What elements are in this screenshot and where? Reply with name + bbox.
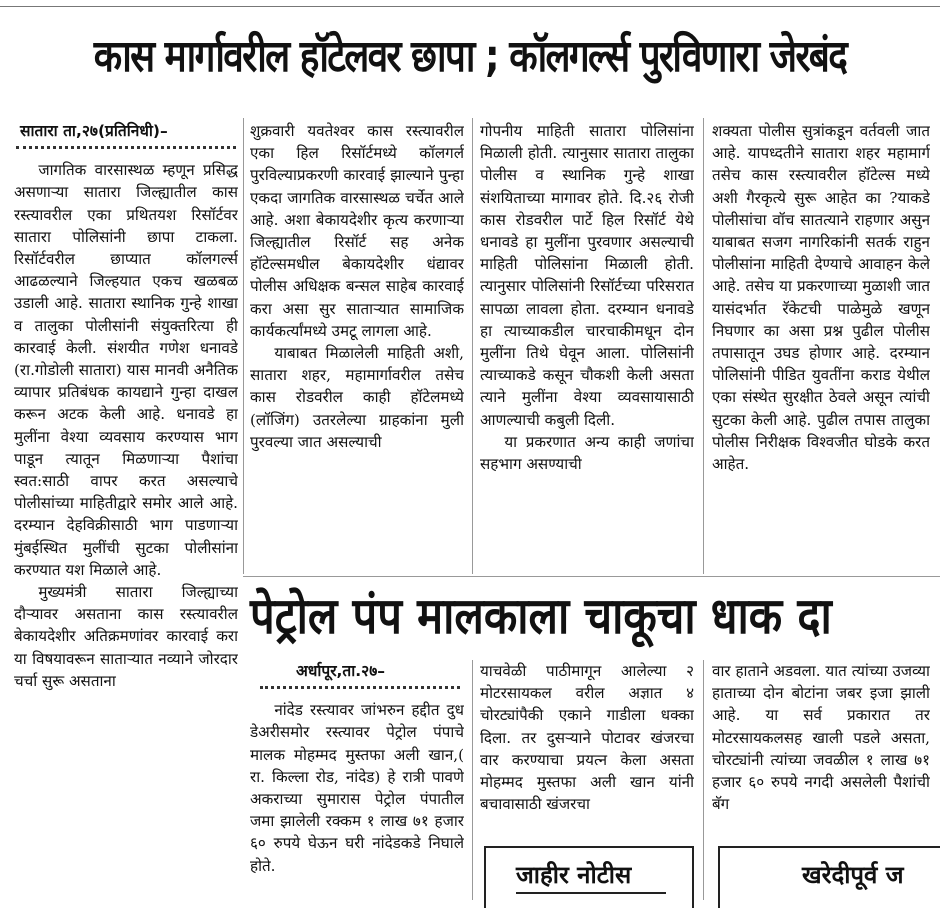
story2-byline: अर्धापूर,ता.२७– (296, 662, 386, 680)
story2-column-1 (250, 660, 464, 892)
dotted-divider (260, 686, 460, 689)
paragraph: जागतिक वारसास्थळ म्हणून प्रसिद्ध असणाऱ्या सातारा जिल्ह्यातील कास रस्त्यावरील एका प्रथितयश रिसॉर्टवर सातारा पोलिसांनी छापा टाकला. रिसॉर्टवरील छाप्यात कॉलगर्ल्स आढळल्याने जिल्हयात एकच खळबळ उडाली आहे. सातारा स्थानिक गुन्हे शाखा व तालुका पोलीसांनी संयुक्तरित्या ही कारवाई केली. संशयीत गणेश धनावडे (रा.गोडोली सातारा) यास मानवी अनैतिक व्यापार प्रतिबंधक कायद्याने गुन्हा दाखल करून अटक केली आहे. धनावडे हा मुलींना वेश्या व्यवसाय करण्यास भाग पाडून त्यातून मिळणाऱ्या पैशांचा स्वत:साठी वापर करत असल्याचे पोलीसांच्या माहितीद्वारे समोर आले आहे. दरम्यान देहविक्रीसाठी भाग पाडणाऱ्या मुंबईस्थित मुलींची सुटका पोलीसांना करण्यात यश मिळाले आहे. (14, 161, 238, 579)
column-divider (703, 118, 704, 574)
paragraph: मुख्यमंत्री सातारा जिल्ह्याच्या दौऱ्यावर असताना कास रस्त्यावरील बेकायदेशीर अतिक्रमणांवर कारवाई करा या विषयावरून साताऱ्यात नव्याने जोरदार चर्चा सुरू असताना (14, 583, 238, 690)
paragraph: गोपनीय माहिती सातारा पोलिसांना मिळाली होती. त्यानुसार सातारा तालुका पोलीस व स्थानिक गुन्हे शाखा संशयिताच्या मागावर होते. दि.२६ रोजी कास रोडवरील पार्टे हिल रिसॉर्ट येथे धनावडे हा मुलींना पुरवणार असल्याची माहिती पोलिसांना मिळाली होती. त्यानुसार पोलिसांनी रिसॉर्टच्या परिसरात सापळा लावला होता. दरम्यान धनावडे हा त्याच्याकडील चारचाकीमधून दोन मुलींना तिथे घेवून आला. पोलिसांनी त्याच्याकडे कसून चौकशी केली असता त्याने मुलींना वेश्या व्यवसायासाठी आणल्याची कबुली दिली. (480, 122, 694, 429)
second-headline: पेट्रोल पंप मालकाला चाकूचा धाक दा (250, 587, 832, 645)
notice-title: जाहीर नोटीस (516, 861, 632, 889)
notice-underline (516, 892, 666, 894)
paragraph: याबाबत मिळालेली माहिती अशी, सातारा शहर, महामार्गावरील तसेच कास रोडवरील काही हॉटेलमध्ये (लॉजिंग) उतरलेल्या ग्राहकांना मुली पुरवल्या जात असल्याची (250, 344, 464, 451)
section-divider (243, 576, 940, 577)
paragraph: शुक्रवारी यवतेश्वर कास रस्त्यावरील एका हिल रिसॉर्टमध्ये कॉलगर्ल पुरविल्याप्रकरणी कारवाई झाल्याने पुन्हा एकदा जागतिक वारसास्थळ चर्चेत आले आहे. अशा बेकायदेशीर कृत्य करणाऱ्या जिल्ह्यातील रिसॉर्ट सह अनेक हॉटेल्समधील बेकायदेशीर धंद्यावर पोलीस अधिक्षक बन्सल साहेब कारवाई करा असा सुर साताऱ्यात सामाजिक कार्यकर्त्यांमध्ये उमटू लागला आहे. (250, 122, 464, 340)
story1-column-3 (480, 120, 694, 570)
column-divider (472, 660, 473, 900)
story1-column-4 (712, 120, 930, 570)
column-divider (243, 118, 244, 574)
story1-column-1 (14, 120, 238, 890)
paragraph: याचवेळी पाठीमागून आलेल्या २ मोटरसायकल वरील अज्ञात ४ चोरट्यांपैकी एकाने गाडीला धक्का दिला. तर दुसऱ्याने पोटावर खंजरचा वार करण्याचा प्रयत्न केला असता मोहम्मद मुस्तफा अली खान यांनी बचावासाठी खंजरचा (480, 662, 694, 814)
story1-byline: सातारा ता,२७(प्रतिनिधी)– (20, 122, 168, 140)
main-headline: कास मार्गावरील हॉटेलवर छापा ; कॉलगर्ल्स पुरविणारा जेरबंद (93, 31, 847, 82)
paragraph: नांदेड रस्त्यावर जांभरुन हद्दीत दुध डेअरीसमोर रस्त्यावर पेट्रोल पंपाचे मालक मोहम्मद मुस्तफा अली खान,( रा. किल्ला रोड, नांदेड) हे रात्री पावणे अकराच्या सुमारास पेट्रोल पंपातील जमा झालेली रक्कम १ लाख ७१ हजार ६० रुपये घेऊन घरी नांदेडकडे निघाले होते. (250, 701, 464, 875)
story2-column-3 (712, 660, 930, 830)
column-divider (703, 660, 704, 900)
paragraph: शक्यता पोलीस सुत्रांकडून वर्तवली जात आहे. यापध्दतीने सातारा शहर महामार्ग तसेच कास रस्त्यावरील हॉटेल्स मध्ये अशी गैरकृत्ये सुरू आहेत का ?याकडे पोलीसांचा वॉच सातत्याने राहणार असुन याबाबत सजग नागरिकांनी सतर्क राहुन पोलीसांना माहिती देण्याचे आवाहन केले आहे. तसेच या प्रकरणाच्या मुळाशी जात यासंदर्भात रॅकेटची पाळेमुळे खणून निघणार का असा प्रश्न पुढील पोलीस तपासातून उघड होणार आहे. दरम्यान पोलिसांनी पीडित युवतींना कराड येथील एका संस्थेत सुरक्षीत ठेवले असून त्यांची सुटका केली आहे. पुढील तपास तालुका पोलीस निरीक्षक विश्वजीत घोडके करत आहेत. (712, 122, 930, 474)
pre-purchase-title: खरेदीपूर्व ज (802, 861, 904, 889)
paragraph: वार हाताने अडवला. यात त्यांच्या उजव्या हाताच्या दोन बोटांना जबर इजा झाली आहे. या सर्व प्रकारात तर मोटरसायकलसह खाली पडले असता, चोरट्यांनी त्यांच्या जवळील १ लाख ७१ हजार ६० रुपये नगदी असलेली पैशांची बॅग (712, 662, 930, 814)
column-divider (472, 118, 473, 574)
paragraph: या प्रकरणात अन्य काही जणांचा सहभाग असण्याची (480, 432, 694, 474)
story2-column-2 (480, 660, 694, 830)
dotted-divider (16, 146, 236, 149)
story1-column-2 (250, 120, 464, 570)
top-rule (0, 6, 940, 7)
